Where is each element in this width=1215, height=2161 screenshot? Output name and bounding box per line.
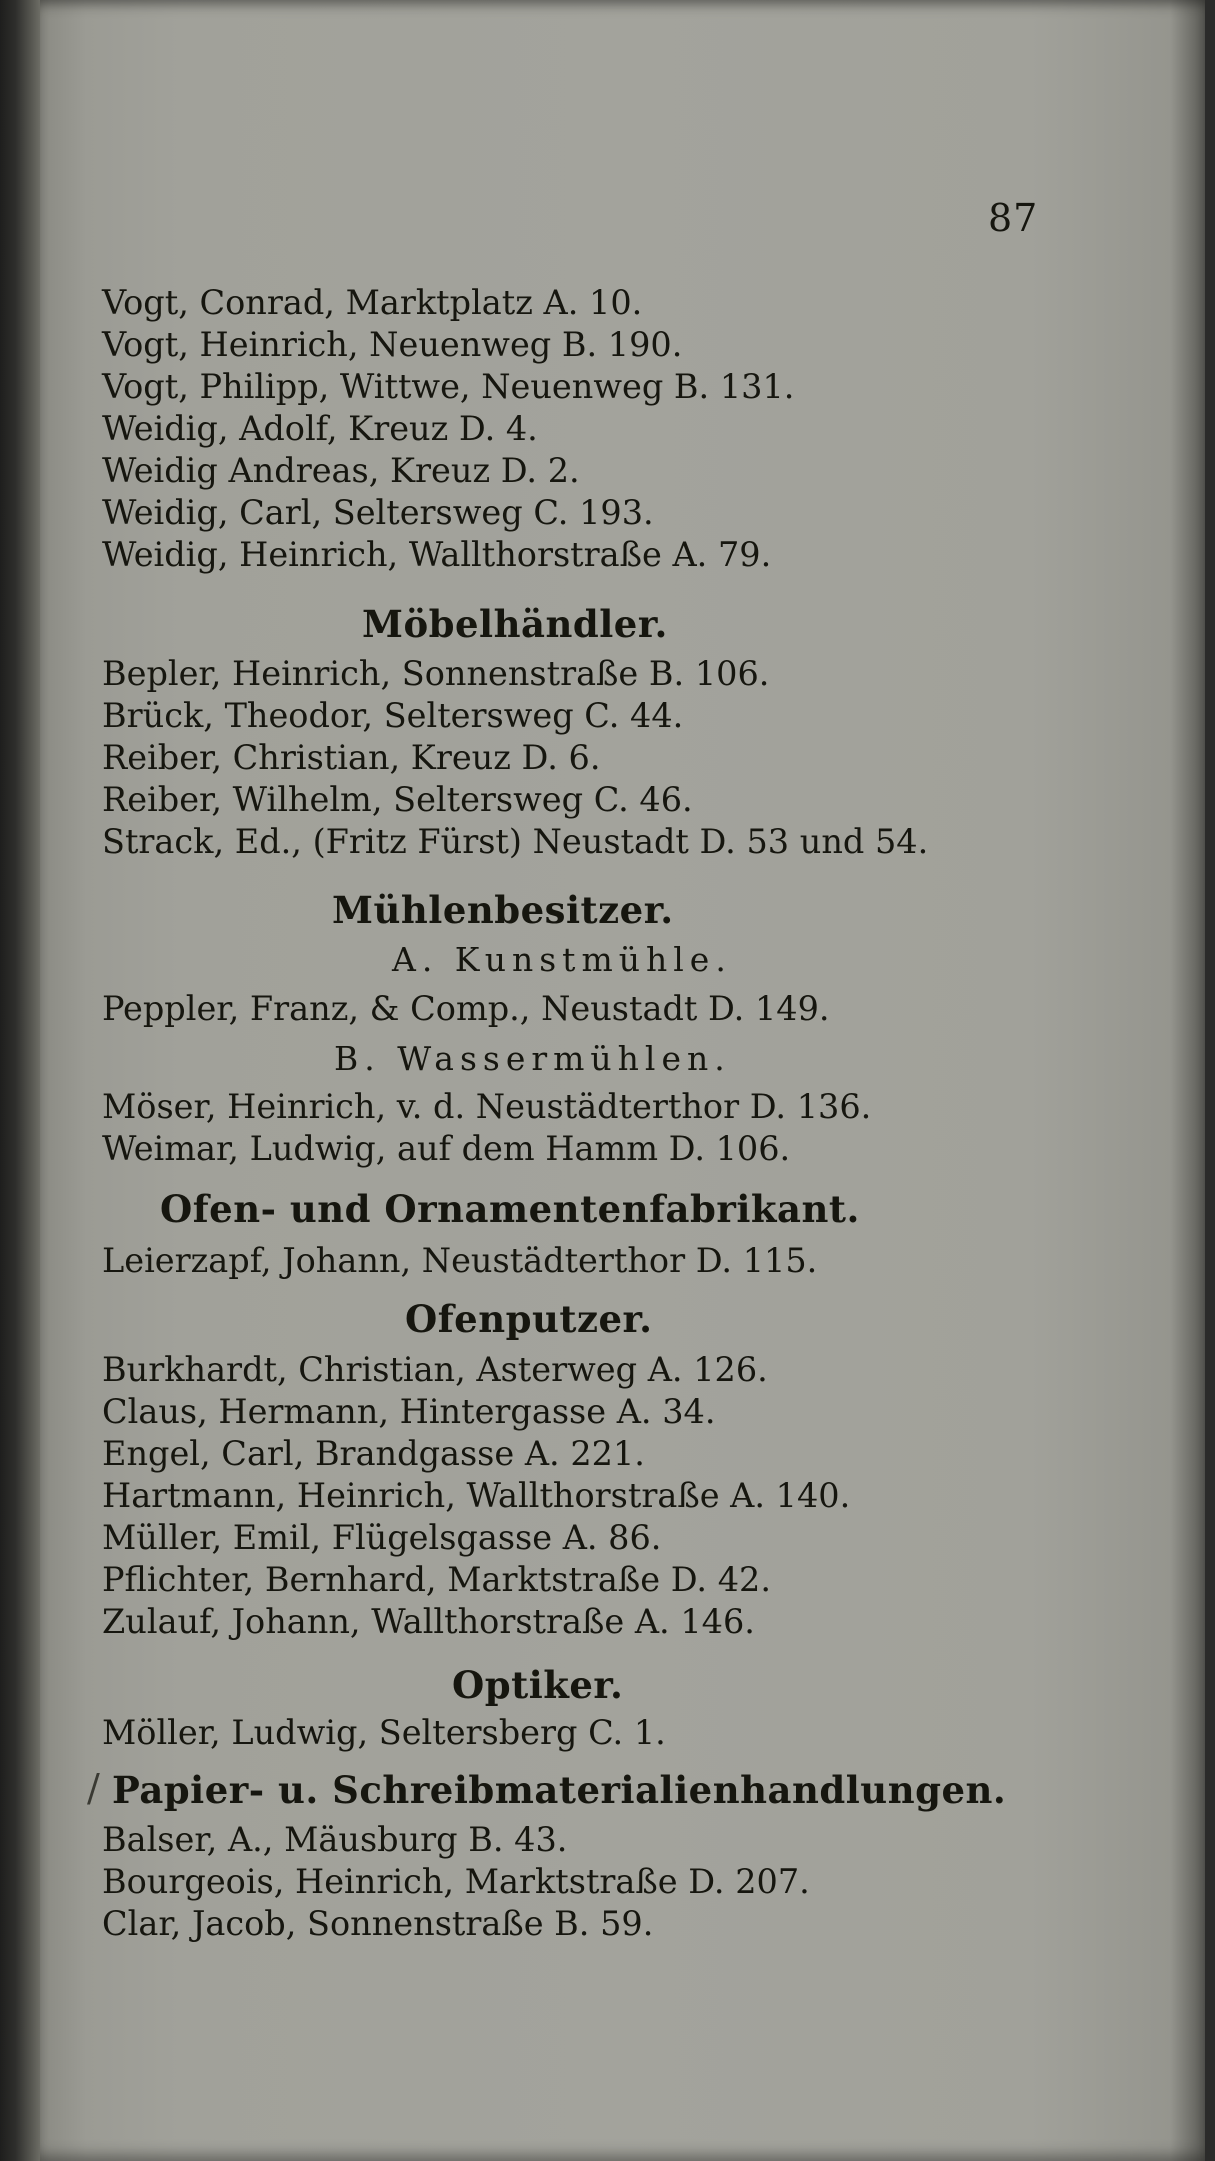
directory-entry: Burkhardt, Christian, Asterweg A. 126. xyxy=(102,1350,768,1389)
directory-entry: Weidig, Carl, Seltersweg C. 193. xyxy=(102,493,654,532)
directory-entry: Vogt, Heinrich, Neuenweg B. 190. xyxy=(102,325,683,364)
section-heading-papier: Papier- u. Schreibmaterialienhandlungen. xyxy=(112,1768,1007,1812)
directory-entry: Clar, Jacob, Sonnenstraße B. 59. xyxy=(102,1904,654,1943)
directory-entry: Müller, Emil, Flügelsgasse A. 86. xyxy=(102,1518,662,1557)
directory-entry: Weidig, Adolf, Kreuz D. 4. xyxy=(102,409,538,448)
margin-pencil-mark: / xyxy=(87,1766,100,1810)
directory-entry: Brück, Theodor, Seltersweg C. 44. xyxy=(102,696,684,735)
directory-entry: Strack, Ed., (Fritz Fürst) Neustadt D. 53 und 54. xyxy=(102,822,929,861)
directory-entry: Vogt, Conrad, Marktplatz A. 10. xyxy=(102,283,643,322)
subheading-wassermuehlen: B. Wassermühlen. xyxy=(334,1039,731,1078)
directory-entry: Möser, Heinrich, v. d. Neustädterthor D. 136. xyxy=(102,1087,872,1126)
directory-entry: Pflichter, Bernhard, Marktstraße D. 42. xyxy=(102,1560,771,1599)
directory-entry: Bourgeois, Heinrich, Marktstraße D. 207. xyxy=(102,1862,810,1901)
directory-entry: Reiber, Wilhelm, Seltersweg C. 46. xyxy=(102,780,693,819)
directory-entry: Engel, Carl, Brandgasse A. 221. xyxy=(102,1434,645,1473)
directory-entry: Zulauf, Johann, Wallthorstraße A. 146. xyxy=(102,1602,755,1641)
page-number: 87 xyxy=(988,196,1039,240)
directory-entry: Bepler, Heinrich, Sonnenstraße B. 106. xyxy=(102,654,770,693)
directory-entry: Weimar, Ludwig, auf dem Hamm D. 106. xyxy=(102,1129,791,1168)
directory-entry: Balser, A., Mäusburg B. 43. xyxy=(102,1820,568,1859)
section-heading-muehlenbesitzer: Mühlenbesitzer. xyxy=(332,888,674,932)
section-heading-moebelhaendler: Möbelhändler. xyxy=(362,602,668,646)
directory-entry: Reiber, Christian, Kreuz D. 6. xyxy=(102,738,601,777)
section-heading-ofenputzer: Ofenputzer. xyxy=(405,1297,653,1341)
directory-entry: Weidig, Heinrich, Wallthorstraße A. 79. xyxy=(102,535,772,574)
section-heading-optiker: Optiker. xyxy=(452,1663,624,1707)
directory-entry: Vogt, Philipp, Wittwe, Neuenweg B. 131. xyxy=(102,367,795,406)
directory-entry: Weidig Andreas, Kreuz D. 2. xyxy=(102,451,580,490)
directory-entry: Möller, Ludwig, Seltersberg C. 1. xyxy=(102,1713,666,1752)
directory-entry: Hartmann, Heinrich, Wallthorstraße A. 140. xyxy=(102,1476,851,1515)
book-gutter xyxy=(0,0,44,2161)
book-page xyxy=(40,0,1205,2161)
directory-entry: Peppler, Franz, & Comp., Neustadt D. 149. xyxy=(102,989,830,1028)
section-heading-ofen-ornamente: Ofen- und Ornamentenfabrikant. xyxy=(160,1187,860,1231)
directory-entry: Claus, Hermann, Hintergasse A. 34. xyxy=(102,1392,716,1431)
directory-entry: Leierzapf, Johann, Neustädterthor D. 115. xyxy=(102,1241,818,1280)
subheading-kunstmuehle: A. Kunstmühle. xyxy=(392,940,732,979)
